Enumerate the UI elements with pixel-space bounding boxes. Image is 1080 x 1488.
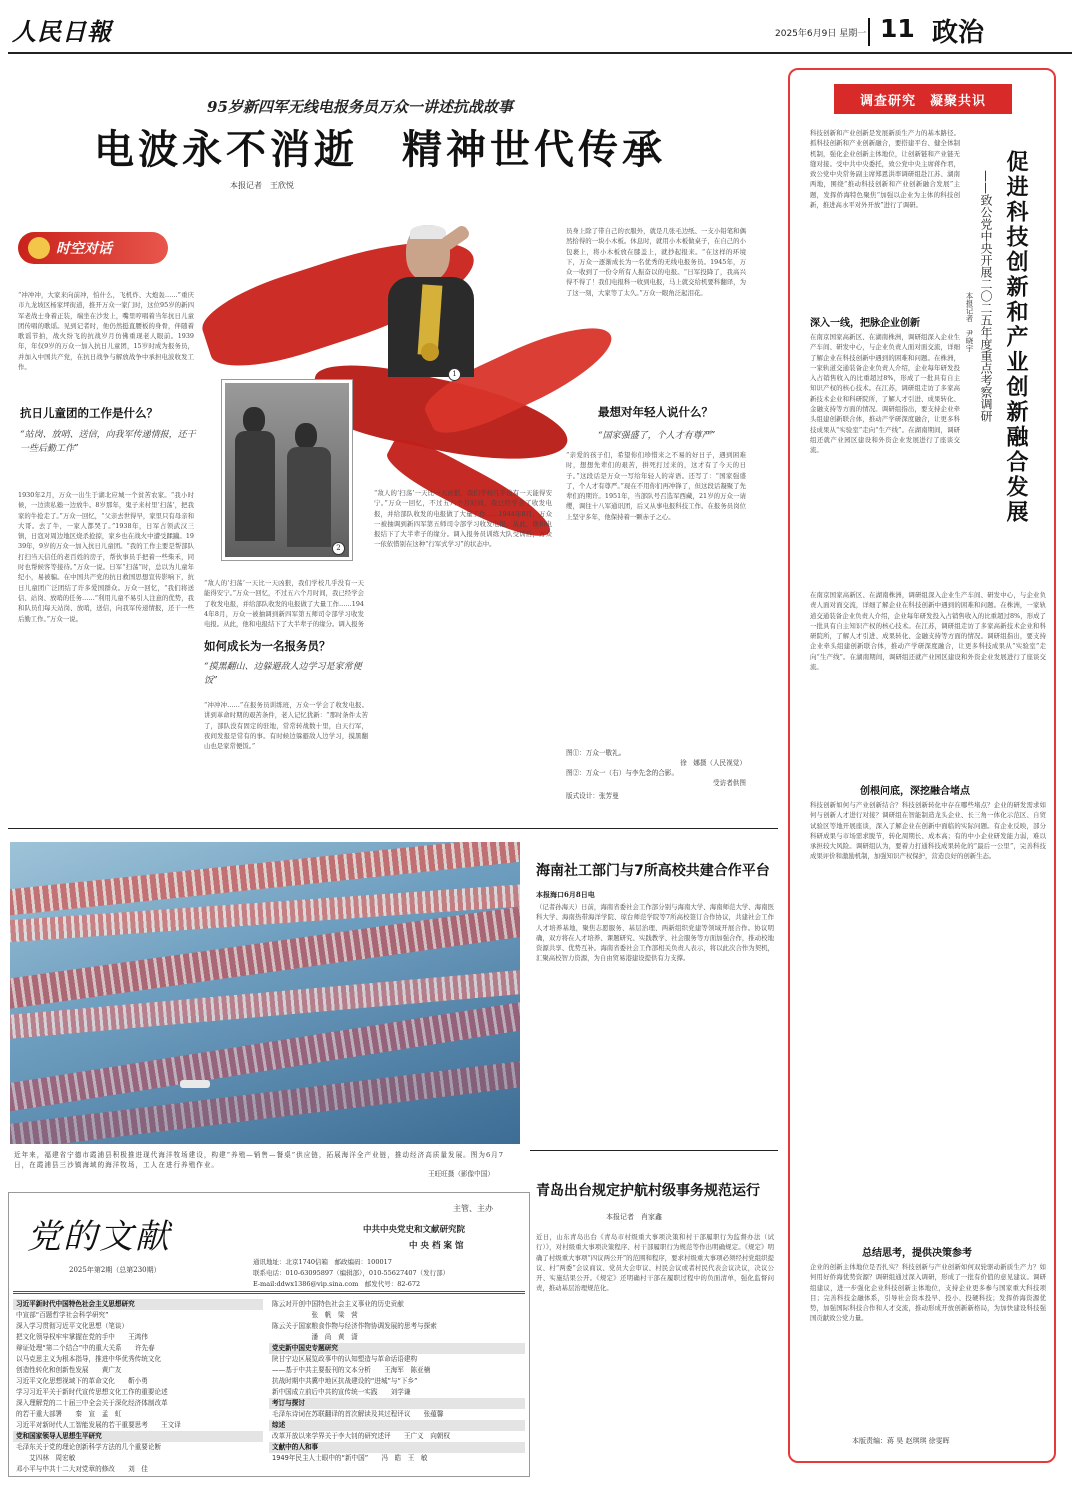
side-heading-3: 总结思考，提供决策参考 — [862, 1248, 972, 1259]
section-title: 政治 — [932, 18, 985, 48]
sea-farm-photo — [10, 842, 520, 1144]
side-body: 在南京国家高新区、在湖南株洲，调研组深入企业生产车间、研发中心，与企业负责人面对面交流，详细了解企业在科技创新中遇到的困难和问题。在株洲，一家轨道交通装备企业负责人介绍，企业每年研发投入占销售收入的比重超过8%，形成了一批具有自主知识产权的核心技术。在江苏，调研组走访了多家高新技术企业和科研院所，了解人才引进、成果转化、金融支持等方面的情况。调研组指出，要支持企业牵头组建创新联合体，推动产学研深度融合，让更多科技成果从“实验室”走向“生产线”。在湖南期间，调研组还就产业园区建设和外资企业发展进行了座谈交流。 — [810, 333, 960, 455]
toc-section: 习近平新时代中国特色社会主义思想研究 — [13, 1299, 263, 1310]
body-text: “敌人的‘扫荡’一天比一天凶狠，我们学校几乎没有一天能得安宁。”万众一回忆，不过五六个月时间，我已经学会了收发电报，并给部队收发的电报做了大量工作……1944年8月，万众一被抽调到新四军第五师司令部学习收发电报。从此，他和电报结下了大半辈子的缘分。调入报务员训练大队受训后，万众一依依惜别在这种“行军式学习”的状态中。 — [374, 489, 552, 549]
toc-section: 文献中的人和事 — [269, 1442, 525, 1453]
toc-item: 的若干重大部署 秦 宣 孟 虹 — [16, 1410, 122, 1418]
photo-caption: 近年来，福建省宁德市霞浦县积极推进现代海洋牧场建设，构建“养殖—销售—餐桌”供应链，拓展海洋全产业链，推动经济高质量发展。图为6月7日，在霞浦县三沙镇海域的海洋牧场，工人在进行养殖作业。 — [14, 1151, 504, 1169]
badge-label: 时空对话 — [56, 241, 112, 257]
veteran-photo — [380, 225, 480, 375]
toc-section: 综述 — [269, 1420, 525, 1431]
body-text: “敌人的‘扫荡’一天比一天凶狠，我们学校几乎没有一天能得安宁。”万众一回忆，不过五六个月时间，我已经学会了收发电报，并给部队收发的电报做了大量工作……1944年8月，万众一被抽调到新四军第五师司令部学习收发电报。从此，他和电报结下了大半辈子的缘分。调入报务 — [204, 579, 364, 629]
news-2-byline: 本报记者 肖家鑫 — [606, 1213, 662, 1221]
design-credit: 版式设计：张芳曼 — [566, 792, 619, 800]
subhead-2: 如何成长为一名报务员？ — [204, 639, 331, 653]
masthead-logo: 人民日報 — [12, 17, 112, 46]
caption-2-credit: 受访者供图 — [713, 779, 746, 787]
side-body: 科技创新如何与产业创新结合？科技创新转化中存在哪些堵点？企业的研发需求如何与创新人才进行对接？调研组在智能制造龙头企业、长三角一体化示范区、自贸试验区等地开展座谈，深入了解企业在创新中面临的实际问题。有企业反映，部分科研成果与市场需求脱节，转化周期长、成本高；有的中小企业研发能力弱，难以承担较大风险。调研组认为，要着力打通科技成果转化的“最后一公里”，完善科技成果评价和激励机制，加强知识产权保护，营造良好的创新生态。 — [810, 801, 1046, 861]
toc-item: 中宣部“百题哲学社会科学研究” — [16, 1311, 109, 1319]
page-number: 11 — [880, 14, 915, 43]
side-editor: 本版责编：蒋 昊 赵琪琪 徐雯晖 — [852, 1437, 950, 1445]
caption-1-credit: 徐 娜摄（人民视觉） — [680, 759, 746, 767]
journal-address: 通讯地址：北京1740信箱 邮政编码：100017 — [253, 1258, 392, 1266]
caption-2-text: 图②：万众一（右）与李先念的合影。 — [566, 769, 679, 777]
feature-byline: 本报记者 王欣悦 — [230, 181, 294, 190]
journal-sponsor-2: 中央档案馆 — [409, 1241, 467, 1251]
caption-1-text: 图①：万众一敬礼。 — [566, 749, 626, 757]
toc-item: 张 帆 梁 营 — [272, 1311, 358, 1319]
journal-sponsor-label: 主管、主办 — [453, 1204, 493, 1213]
toc-item: 邓小平与中共十二大对党章的修改 刘 佳 — [16, 1465, 148, 1473]
photo-marker-1: 1 — [448, 368, 461, 381]
toc-item: 以马克思主义为根本指导，推进中华优秀传统文化 — [16, 1355, 162, 1363]
column-tab: 调查研究 凝聚共识 — [834, 84, 1012, 114]
news-2-title: 青岛出台规定护航村级事务规范运行 — [536, 1183, 760, 1199]
news-2-body: 近日，山东青岛出台《青岛市村级重大事项决策和村干部履职行为监督办法（试行）》，对村级重大事项决策程序、村干部履职行为规范等作出明确规定。《规定》明确了村级重大事项“四议两公开”的范围和程序，要求村级重大事项必须经村党组织提议、村“两委”会议商议、党员大会审议、村民会议或者村民代表会议决议，决议公开、实施结果公开。《规定》还明确村干部在履职过程中的负面清单，强化监督问责，推动基层治理规范化。 — [536, 1233, 774, 1293]
journal-email: E-mail:ddwx1386@vip.sina.com 邮发代号：82-672 — [253, 1280, 421, 1288]
caption-1 — [566, 748, 746, 801]
subhead-3: 最想对年轻人说什么？ — [598, 405, 713, 419]
toc-section: 党史新中国史专题研究 — [269, 1343, 525, 1354]
body-text: 员身上除了带自己的衣服外，就是几张毛边纸、一支小铅笔和偶然拾得的一块小木板。休息时，就用小木板做桌子，在自己的小包裹上，将小木板放在膝盖上，就抄起报来。“在这样的环境下，万众一逐渐成长为一名优秀的无线电报务员。1945年，万众一收到了一份令所有人振奋以的电报。“日军投降了，我高兴得不得了！我们电报科一收到电报，马上就交给机要科翻译，为了这一刻，大家等了太久。”万众一眼角泛起泪花。 — [566, 227, 746, 297]
side-body: 在南京国家高新区、在湖南株洲，调研组深入企业生产车间、研发中心，与企业负责人面对面交流，详细了解企业在科技创新中遇到的困难和问题。在株洲，一家轨道交通装备企业负责人介绍，企业每年研发投入占销售收入的比重超过8%，形成了一批具有自主知识产权的核心技术。在江苏，调研组走访了多家高新技术企业和科研院所，了解人才引进、成果转化、金融支持等方面的情况。调研组指出，要支持企业牵头组建创新联合体，推动产学研深度融合，让更多科技成果从“实验室”走向“生产线”。在湖南期间，调研组还就产业园区建设和外资企业发展进行了座谈交流。 — [810, 591, 1046, 672]
journal-phone: 联系电话：010-63095897（编辑部），010-55627407（发行部） — [253, 1269, 450, 1277]
toc-item: 艾四林 周宏敏 — [16, 1454, 76, 1462]
toc-item: 把文化领导权牢牢掌握在党的手中 王鸿伟 — [16, 1333, 148, 1341]
side-body: 企业的创新主体地位是否扎实？科技创新与产业创新如何双轮驱动新质生产力？如何用好侨海优势资源？调研组通过深入调研，形成了一批有价值的意见建议。调研组建议，进一步强化企业科技创新主体地位，支持企业更多参与国家重大科技项目；完善科技金融体系，引导社会资本投早、投小、投硬科技；发挥侨海资源优势，加强国际科技合作和人才交流，推动形成开放创新新格局，为加快建设科技强国贡献致公党力量。 — [810, 1263, 1046, 1323]
historic-photo — [222, 380, 352, 560]
news-1-title: 海南社工部门与7所高校共建合作平台 — [536, 863, 770, 879]
toc-item: 潘 尚 黄 潇 — [272, 1333, 358, 1341]
news-1-body: （记者孙海天）日前，海南省委社会工作部分别与海南大学、海南师范大学、海南医科大学、海南热带海洋学院、琼台师范学院等7所高校签订合作协议，共建社会工作人才培养基地，聚焦志愿服务、基层治理、两新组织党建等领域开展合作。协议明确，双方将在人才培养、课题研究、实践教学、社会服务等方面加强合作，推动校地资源共享、优势互补。海南省委社会工作部相关负责人表示，将以此次合作为契机，汇聚高校智力资源，为自由贸易港建设提供有力支撑。 — [536, 903, 774, 963]
toc-right — [269, 1299, 525, 1475]
side-title: 促进科技创新和产业创新融合发展 — [1003, 150, 1028, 525]
journal-issue: 2025年第2期（总第230期） — [69, 1266, 161, 1274]
masthead-rule — [8, 52, 1072, 54]
news-1-byline: 本报海口6月8日电 — [536, 890, 595, 899]
body-text: “冲冲冲……”在报务员训练班，万众一学会了收发电报。讲到革命时期的艰苦条件，老人记忆犹新：“那时条件太苦了，部队没有固定的驻地，常常转战数十里，白天行军，夜间发报是常有的事。有时候边躲避敌人边学习，摸黑翻山也是家常便饭。” — [204, 701, 368, 751]
subhead-1: 抗日儿童团的工作是什么？ — [20, 406, 158, 420]
feature-title: 电波永不消逝 精神世代传承 — [94, 127, 666, 173]
toc-item: 改革开放以来学界关于李大钊的研究述评 王广义 向朝权 — [272, 1432, 451, 1440]
journal-sponsor-1: 中共中央党史和文献研究院 — [363, 1225, 466, 1235]
journal-ad — [8, 1192, 530, 1477]
photo-credit: 王旺旺摄（影像中国） — [428, 1170, 494, 1178]
toc-item: 1949年民主人士眼中的“新中国” 冯 皓 王 敏 — [272, 1454, 428, 1462]
toc-left — [13, 1299, 263, 1475]
toc-item: 毛泽东关于党的理论创新科学方法的几个重要论断 — [16, 1443, 162, 1451]
side-heading-1: 深入一线，把脉企业创新 — [810, 318, 920, 329]
toc-item: 深入学习贯彻习近平文化思想（笔谈） — [16, 1322, 129, 1330]
section-divider — [8, 828, 778, 829]
side-subtitle: ——致公党中央开展二〇二五年度重点考察调研 — [979, 170, 993, 422]
journal-logo: 党的文献 — [27, 1217, 171, 1257]
quote-2: “摸黑翻山、边躲避敌人边学习是家常便饭” — [204, 662, 362, 686]
body-text: 1930年2月，万众一出生于湖北应城一个贫苦农家。“我小时候，一边读私塾一边放牛。8岁那年，鬼子来村里‘扫荡’，把我家的牛抢走了。”万众一回忆，“父亲去世得早，家里只有母亲和大哥。去了牛，一家人都哭了。”1938年，日军占领武汉三镇，日寇对周边地区烧杀抢掠，家乡也在战火中遭受蹂躏。1939年，9岁的万众一加入抗日儿童团。“我的工作主要是帮部队打扫当天信任的老百姓的房子，帮伙事员手把着一些柴禾，同时也帮候客等接待。”万众一说。日军“扫荡”时，总以为儿童年纪小，易被骗。在中国共产党的抗日救国思想宣传影响下，抗日儿童团广泛团结了许多爱国群众。万众一回忆，“我们将送信、站岗、放哨的任务……“利用儿童不易引人注意的优势，我和队员们每天站岗、放哨，送信，向我军传递情报，还干一些后勤工作。”万众一说。 — [18, 491, 194, 623]
feature-kicker: 95岁新四军无线电报务员万众一讲述抗战故事 — [207, 98, 513, 116]
toc-section: 党和国家领导人思想生平研究 — [13, 1431, 263, 1442]
photo-marker-2: 2 — [332, 542, 345, 555]
toc-item: ——基于中共主要报刊的文本分析 王海军 陈亚楠 — [272, 1366, 431, 1374]
journal-divider — [13, 1291, 525, 1294]
toc-item: 毛泽东诗词在苏联翻译的首次解读及其过程评议 张蕴馨 — [272, 1410, 444, 1418]
toc-item: 习近平对新时代人工智能发展的若干重要思考 王文译 — [16, 1421, 181, 1429]
toc-item: 创造性转化和创新性发展 黄广友 — [16, 1366, 122, 1374]
body-text: “冲冲冲，大家来向前冲，怕什么，飞机炸、大炮轰……”重庆市九龙坡区杨家坪街道，推开万众一家门时，这位95岁的新四军老战士身着正装，端坐在沙发上，嘴里哼唱着当年抗日儿童团传唱的歌谣。见到记者时，他仍然挺直腰板的身骨，伴随着歌谣节拍，战火纷飞的抗战岁月仿佛重现老人眼前。1939年，年仅9岁的万众一加入抗日儿童团，15岁时成为报务员，并加入中国共产党，在抗日战争与解放战争中承担电波收发工作。 — [18, 291, 194, 372]
side-byline: 本报记者 尹晓宇 — [965, 292, 974, 352]
toc-item: 辩证处理“第二个结合”中的重大关系 许先春 — [16, 1344, 155, 1352]
toc-item: 新中国成立前后中共的宣传统一实践 刘学谦 — [272, 1388, 411, 1396]
quote-1: “站岗、放哨、送信，向我军传递情报，还干一些后勤工作” — [20, 430, 196, 454]
toc-item: 学习习近平关于新时代宣传思想文化工作的重要论述 — [16, 1388, 168, 1396]
side-intro: 科技创新和产业创新是发展新质生产力的基本路径。抓科技创新和产业创新融合，要搭建平台、健全体制机制，强化企业创新主体地位，让创新链和产业链无缝对接。受中共中央委托，致公党中央主席蒋作君，致公党中央常务副主席郑恩洪率调研组赴江苏、湖南两地，围绕“推动科技创新和产业创新融合发展”主题，发挥侨海特色聚焦“加强以企业为主体的科技创新，推进高水平对外开放”进行了调研。 — [810, 129, 960, 210]
body-text: “亲爱的孩子们，希望你们珍惜来之不易的好日子，遇到困难时，想想先辈们的艰苦，拼死打过来的，这才有了今天的日子。”这段话是万众一写给年轻人的寄语。还写了：“国家强盛了，个人才有尊严。”现在不用你们再冲锋了，但这段话凝聚了先辈们的期许。1951年，当部队号召选军西藏，21岁的万众一请缨，调往十八军通讯团，后又从事电报科技工作。在报务员岗位上坚守多年，他保持着一颗赤子之心。 — [566, 451, 746, 521]
masthead-date: 2025年6月9日 星期一 — [775, 29, 867, 39]
toc-item: 深入理解党的二十届三中全会关于深化经济体制改革 — [16, 1399, 168, 1407]
toc-item: 陕甘宁边区展览政事中的认知塑造与革命话语建构 — [272, 1355, 418, 1363]
masthead-divider — [868, 18, 870, 46]
section-divider — [530, 1150, 778, 1151]
toc-item: 陈云关于国家粮食作物与经济作物协调发展的思考与探索 — [272, 1322, 437, 1330]
quote-3: “国家强盛了，个人才有尊严” — [598, 431, 716, 441]
toc-item: 习近平文化思想视域下的革命文化 靳小勇 — [16, 1377, 148, 1385]
toc-item: 抗战时期中共冀中地区抗战建设的“进城”与“下乡” — [272, 1377, 418, 1385]
toc-section: 考订与探讨 — [269, 1398, 525, 1409]
badge-icon — [28, 237, 50, 259]
column-badge — [18, 232, 168, 264]
side-heading-2: 创根问底，深挖融合堵点 — [860, 786, 970, 797]
toc-item: 陈云对开创中国特色社会主义事业的历史贡献 — [272, 1300, 404, 1308]
